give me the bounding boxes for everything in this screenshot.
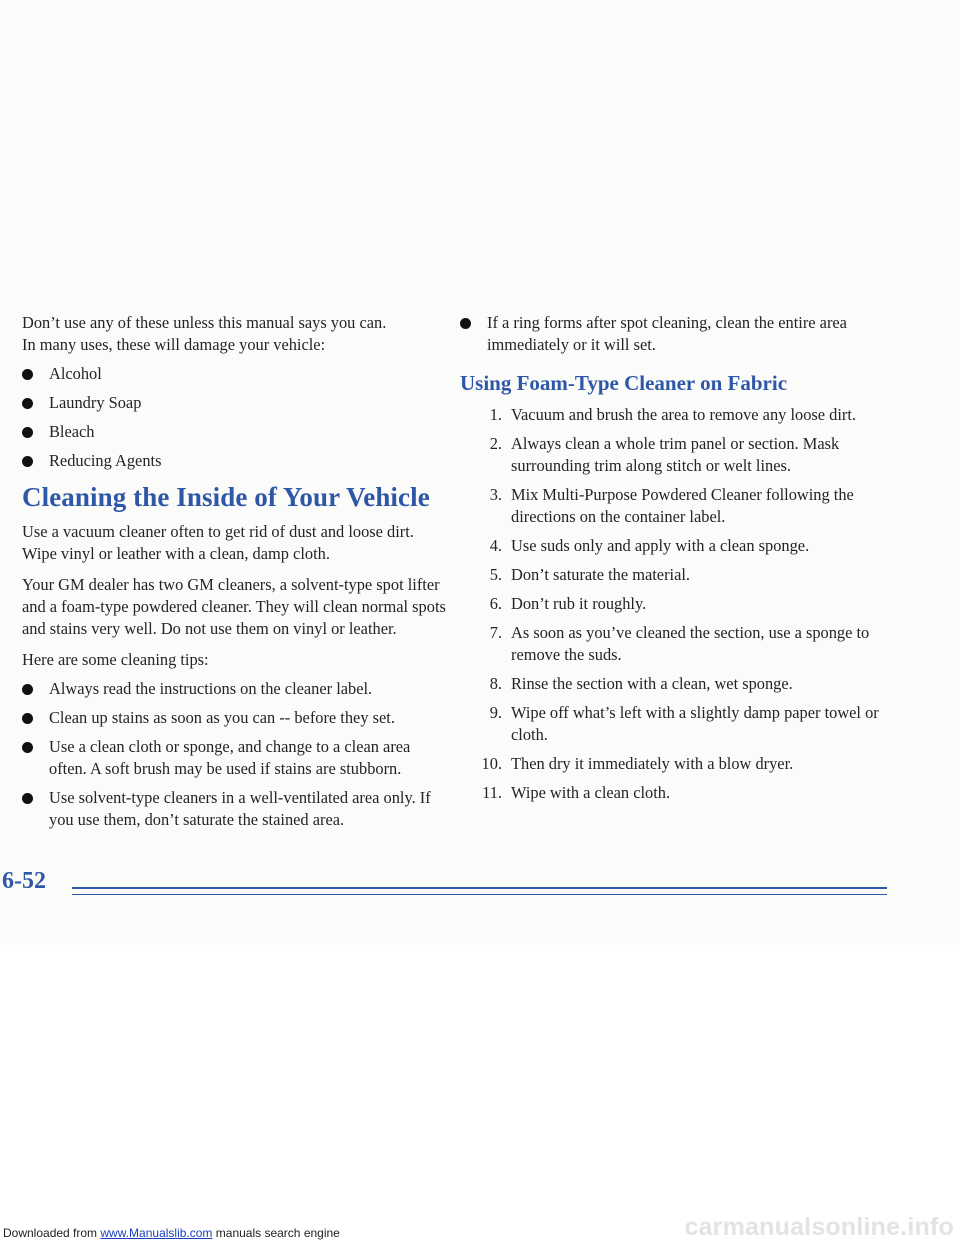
step-number: 3. [489,485,502,504]
harmful-item [22,450,452,472]
step-text: Rinse the section with a clean, wet sponge. [511,674,793,693]
bullet-icon [22,427,33,438]
download-prefix: Downloaded from [3,1226,101,1240]
step-text: Use suds only and apply with a clean sponge. [511,536,810,555]
step-item [460,753,900,775]
step-number: 9. [489,703,502,722]
harmful-item [22,392,452,414]
download-notice [3,1226,340,1240]
tip-text: Always read the instructions on the cleaner label. [49,679,373,698]
step-text: As soon as you’ve cleaned the section, use a sponge to remove the suds. [511,623,870,664]
tip-item [22,707,452,729]
manualslib-link[interactable]: www.Manualslib.com [100,1226,213,1240]
step-item [460,673,900,695]
step-text: Always clean a whole trim panel or section. Mask surrounding trim along stitch or welt lines. [511,434,840,475]
bullet-icon [22,398,33,409]
step-number: 1. [489,405,502,424]
step-number: 11. [482,783,502,802]
step-text: Then dry it immediately with a blow dryer. [511,754,794,773]
step-text: Mix Multi-Purpose Powdered Cleaner following the directions on the container label. [511,485,854,526]
tip-text: Use a clean cloth or sponge, and change to a clean area often. A soft brush may be used if stains are stubborn. [49,737,411,778]
paragraph: Here are some cleaning tips: [22,650,209,669]
ring-tip [460,312,900,356]
tip-item [22,787,452,831]
bullet-icon [22,793,33,804]
bullet-icon [22,369,33,380]
subsection-title: Using Foam-Type Cleaner on Fabric [460,371,788,395]
step-number: 10. [481,754,502,773]
step-item [460,702,900,746]
step-text: Don’t rub it roughly. [511,594,647,613]
harmful-item-label: Bleach [49,422,95,441]
bullet-icon [22,713,33,724]
bullet-icon [22,742,33,753]
step-item [460,535,900,557]
right-column [460,312,900,804]
footer-rule-thin [72,894,887,895]
step-number: 6. [489,594,502,613]
tip-item [22,736,452,780]
step-text: Wipe off what’s left with a slightly damp paper towel or cloth. [511,703,879,744]
harmful-item [22,363,452,385]
step-text: Don’t saturate the material. [511,565,691,584]
footer-rule [72,887,887,889]
section-title: Cleaning the Inside of Your Vehicle [22,482,430,512]
step-item [460,564,900,586]
harmful-item [22,421,452,443]
page-number: 6-52 [2,868,46,894]
intro-line-1: Don’t use any of these unless this manual says you can. [22,313,387,332]
step-text: Wipe with a clean cloth. [511,783,671,802]
step-item [460,782,900,804]
step-number: 7. [489,623,502,642]
paragraph: Your GM dealer has two GM cleaners, a solvent-type spot lifter and a foam-type powdered cleaner. They will clean normal spots and stains very well. Do not use them on vinyl or leather. [22,575,446,638]
download-suffix: manuals search engine [212,1226,340,1240]
tip-text: Clean up stains as soon as you can -- before they set. [49,708,395,727]
step-number: 4. [489,536,502,555]
step-item [460,593,900,615]
step-item [460,404,900,426]
bullet-icon [22,456,33,467]
intro-text [22,312,452,356]
left-column [22,312,452,831]
watermark-text: carmanualsonline.info [684,1213,954,1241]
step-text: Vacuum and brush the area to remove any loose dirt. [511,405,857,424]
harmful-item-label: Laundry Soap [49,393,142,412]
tip-text: Use solvent-type cleaners in a well-ventilated area only. If you use them, don’t saturate the stained area. [49,788,431,829]
tip-item [22,678,452,700]
step-number: 2. [489,434,502,453]
bullet-icon [460,318,471,329]
paragraph: Use a vacuum cleaner often to get rid of dust and loose dirt. Wipe vinyl or leather with a clean, damp cloth. [22,522,414,563]
step-item [460,433,900,477]
step-number: 5. [489,565,502,584]
bullet-icon [22,684,33,695]
step-item [460,622,900,666]
ring-tip-text: If a ring forms after spot cleaning, clean the entire area immediately or it will set. [487,313,847,354]
page-footer [0,866,960,906]
step-number: 8. [489,674,502,693]
steps-list [460,404,900,804]
intro-line-2: In many uses, these will damage your vehicle: [22,335,326,354]
step-item [460,484,900,528]
harmful-item-label: Alcohol [49,364,102,383]
harmful-item-label: Reducing Agents [49,451,162,470]
